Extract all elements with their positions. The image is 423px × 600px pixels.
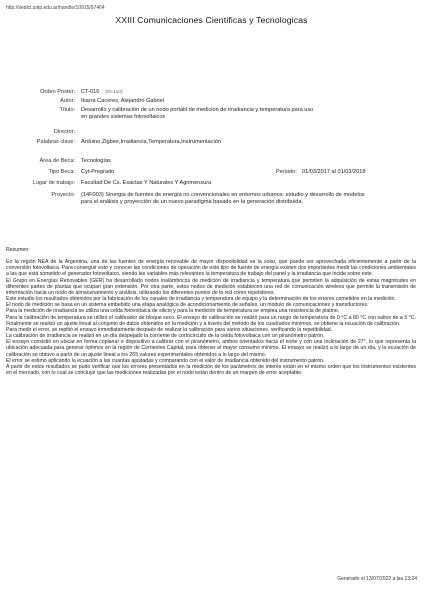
orden-id: (ID-110) (105, 90, 123, 95)
titulo-line-2: en grandes sistemas fotovoltaicos (81, 114, 166, 120)
titulo-line-1: Desarrollo y calibración de un nodo portátil de medición de irradiancia y temperatura para uso (81, 107, 314, 113)
autor-label: Autor: (60, 98, 75, 104)
orden-value (81, 89, 123, 96)
abstract-paragraph: Este estudio los resultados obtenidos por la fabricación de los canales de irradiancia y temperatura de equipo y la determinación de los errores cometidos en la medición. (6, 296, 396, 303)
palabras-label: Palabras clave: (36, 139, 75, 145)
area-value: Tecnologías (81, 158, 111, 164)
page-title: XXIII Comunicaciones Cientificas y Tecnologicas (115, 15, 308, 25)
proyecto-label: Proyecto: (51, 192, 75, 198)
abstract (6, 247, 416, 376)
tipo-value: Cyt-Pregrado (81, 169, 115, 175)
abstract-heading: Resumen: (6, 247, 30, 253)
abstract-paragraph: El nodo de medición se basa en un sistema embebido una etapa analógica de acondicionamiento de señales, un módulo de comunicaciones y transductores. (6, 302, 369, 309)
abstract-paragraph: Para la calibración de temperatura se utilizó el calibrador de bloque seco. El ensayo de calibración se realizó para un rango de temperatura de 0 °C a 80 °C con saltos de a 5 °C. Finalmente se realizó un ajuste lineal al conjunto de datos obtenidos en la medición y a través del método de los cuadrados mínimos, se obtiene la ecuación de calibración. (6, 314, 416, 327)
autor-value: Ibarra Caceres, Alejandro Gabriel (81, 98, 165, 104)
director-label: Director: (53, 129, 75, 135)
proyecto-line-1: (14F003) Sinergia de fuentes de energía no convencionales en entornos urbanos: estudio y desarrollo de modelos (81, 192, 365, 198)
generated-timestamp: Generado el 13/07/2022 a las 13:24 (337, 576, 417, 582)
area-label: Área de Beca: (39, 158, 75, 164)
abstract-paragraph: El Grupo en Energías Renovables (GER) ha desarrollado nodos inalámbricos de medición de irradiancia y temperatura que permiten la adquisición de estas magnitudes en diferentes partes de plantas que ocupan gran extensión. Por otra parte, estos nodos de medición establecen una red de comunicación wireless que permite la transmisión de información hacia un nodo de almacenamiento y análisis, utilizando los diferentes puntos de la red como repetidores. (6, 277, 416, 296)
lugar-value: Facultad De Cs. Exactas Y Naturales Y Agrimensura (81, 180, 212, 186)
abstract-paragraph: En la región NEA de la Argentina, una de las fuentes de energía renovable de mayor disponibilidad es la solar, que puede ser aprovechada eficientemente a partir de la conversión fotovoltaica. Para conseguir esto y conocer las condiciones de operación de este tipo de fuente de energía existen dos importantes medir las condiciones ambientales a las que está sometido el generador fotovoltaico, siendo las variables más relevantes la temperatura de trabajo del panel y la irradiancia que incide sobre este. (6, 259, 416, 278)
abstract-paragraph: El ensayo consistió en ubicar en forma coplanar e dispositivo a calibrar con el piranómetro, ambos orientados hacia el norte y con una inclinación de 27°, lo que representa la ubicación adecuada para generar óptimos en la región de Corrientes Capital, para obtener el mayor consumo mínimo. El ensayo se realizó a lo largo de un día, y la ecuación de calibración se obtuvo a partir de un ajuste lineal a los 265 valores experimentales obtenidos a lo largo del mismo. (6, 339, 416, 358)
tipo-label: Tipo Beca: (48, 169, 75, 175)
lugar-label: Lugar de trabajo: (32, 180, 75, 186)
abstract-paragraph: Para medir el error, se repitió el ensayo inmediatamente después de realizar la calibración para varios situaciones, verificando la repetibilidad. (6, 326, 333, 333)
orden-code: CT-016 (81, 89, 100, 95)
periodo-label: Periodo: (276, 169, 297, 175)
periodo-value: 01/03/2017 al 01/03/2018 (302, 169, 366, 175)
titulo-label: Título: (59, 107, 75, 113)
abstract-paragraph: La calibración de irradiancia se realizó en un día despejado la corriente de cortocircuito de la celda fotovoltaica con un piranómetro patrón. (6, 333, 325, 340)
abstract-paragraph: El error se estimó aplicando la ecuación a las cuantas ajustadas y comparando con el valor de irradiancia obtenido del instrumento patrón. (6, 357, 325, 364)
proyecto-line-2: para el análisis y proyección de un nuevo paradigma basado en la generación distribuida. (81, 199, 304, 205)
url-line[interactable]: http://sedici.unlp.edu.ar/handle/10915/97464 (6, 5, 105, 11)
abstract-paragraph: Para la medición de irradiancia se utiliza una celda fotovoltaica de silicio y para la medición de temperatura se emplea una resistencia de platino. (6, 308, 340, 315)
abstract-paragraph: A partir de estos resultados se pudo verificar que los errores presentados en la medición de los parámetros de interés están en el mismo orden que los instrumentos existentes en el mercado, con lo cual se concluye que las mediciones realizadas por el nodo están dentro de un margen de error aceptable. (6, 363, 416, 376)
orden-label: Orden Poster: (40, 89, 75, 95)
palabras-value: Arduino,Zigbee,Irradiancia,Temperatura,Instrumentación (81, 139, 221, 145)
